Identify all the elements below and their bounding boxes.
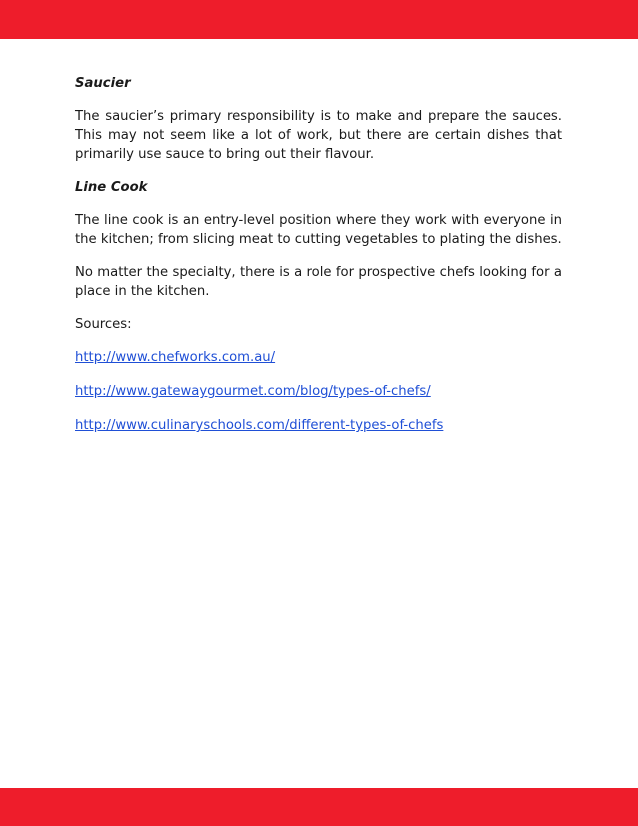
section-body-line-cook: The line cook is an entry-level position where they work with everyone in the kitchen; from slicing meat to cutting vegetables to plating the dishes. [75,213,562,247]
section-heading-line-cook: Line Cook [75,180,148,195]
section-body-saucier: The saucier’s primary responsibility is to make and prepare the sauces. This may not seem like a lot of work, but there are certain dishes that primarily use sauce to bring out their flavour. [75,109,562,162]
section-heading-saucier: Saucier [75,76,131,91]
source-link-chefworks[interactable]: http://www.chefworks.com.au/ [75,350,276,365]
footer-band [0,788,638,826]
source-link-culinaryschools[interactable]: http://www.culinaryschools.com/different-types-of-chefs [75,418,444,433]
source-link-gatewaygourmet[interactable]: http://www.gatewaygourmet.com/blog/types-of-chefs/ [75,384,431,399]
sources-label: Sources: [75,317,132,332]
document-body [75,74,562,450]
header-band [0,0,638,39]
closing-paragraph: No matter the specialty, there is a role for prospective chefs looking for a place in the kitchen. [75,265,562,299]
